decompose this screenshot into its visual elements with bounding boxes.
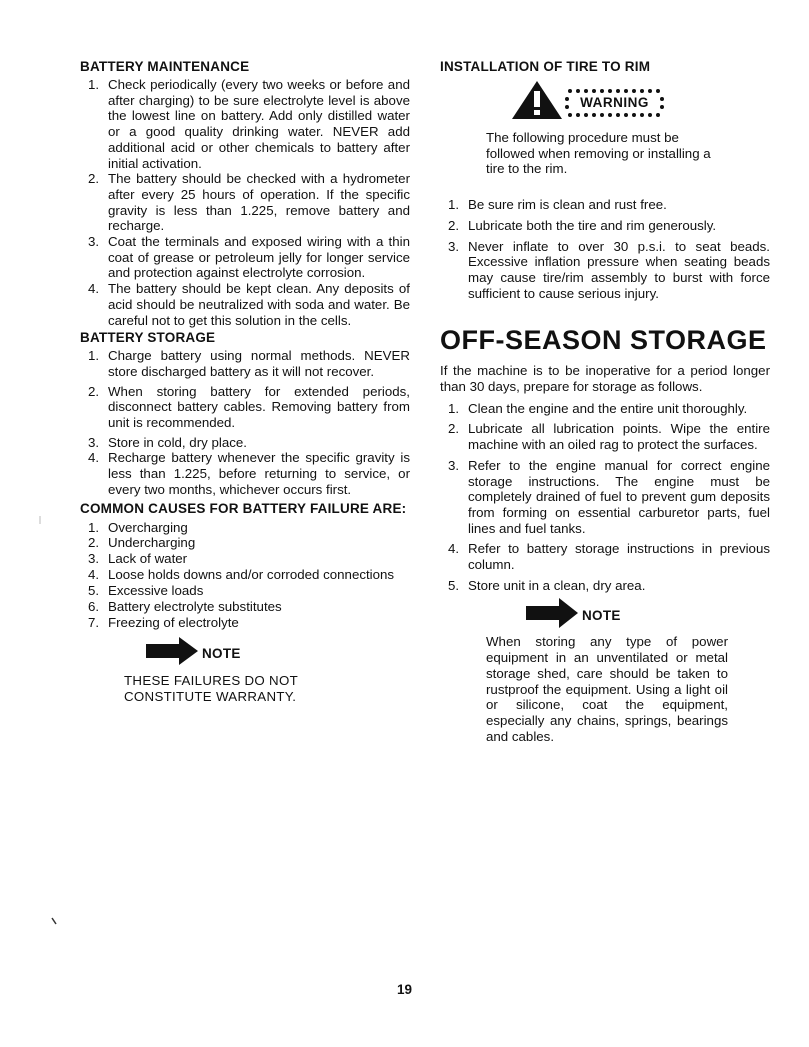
list-item-text: Recharge battery whenever the specific gravity is less than 1.225, before returning to service, or every two months, whichever occurs first. — [108, 450, 410, 497]
list-item-text: Coat the terminals and exposed wiring with a thin coat of grease or petroleum jelly for longer service and protection against electrolyte corrosion. — [108, 234, 410, 281]
list-item: 2. Lubricate all lubrication points. Wipe the entire machine with an oiled rag to protect the surfaces. — [448, 421, 770, 453]
note-text: THESE FAILURES DO NOT CONSTITUTE WARRANTY. — [124, 672, 298, 704]
list-item-text: Battery electrolyte substitutes — [108, 599, 282, 615]
list-item: 3. Store in cold, dry place. — [88, 434, 247, 450]
list-item-text: Be sure rim is clean and rust free. — [468, 197, 667, 213]
list-item: 2. Lubricate both the tire and rim generously. — [448, 217, 717, 233]
list-item: 3. Never inflate to over 30 p.s.i. to seat beads. Excessive inflation pressure when seating beads may cause tire/rim assembly to burst with force sufficient to cause serious injury. — [448, 238, 770, 301]
list-item: 1. Charge battery using normal methods. NEVER store discharged battery as it will not recover. — [88, 348, 410, 379]
list-item-text: Overcharging — [108, 519, 188, 535]
warning-text: The following procedure must be followed when removing or installing a tire to the rim. — [486, 130, 711, 177]
list-item-text: Loose holds downs and/or corroded connections — [108, 567, 395, 583]
list-item-text: The battery should be checked with a hydrometer after every 25 hours of operation. If the specific gravity is less than 1.225, remove battery and recharge. — [108, 171, 410, 234]
note-label: NOTE — [582, 608, 621, 624]
list-item: 1. Be sure rim is clean and rust free. — [448, 197, 667, 213]
list-item: 4. Recharge battery whenever the specific gravity is less than 1.225, before returning to service, or every two months, whichever occurs first. — [88, 450, 410, 497]
list-item: 6. Battery electrolyte substitutes — [88, 599, 282, 615]
battery-storage-heading: BATTERY STORAGE — [80, 330, 216, 346]
list-item: 2. Undercharging — [88, 535, 196, 551]
list-item: 5. Store unit in a clean, dry area. — [448, 577, 646, 593]
off-season-title: OFF-SEASON STORAGE — [440, 325, 767, 356]
list-item-text: Lubricate both the tire and rim generously. — [468, 217, 717, 233]
list-item-text: Refer to battery storage instructions in previous column. — [468, 541, 770, 573]
list-item: 3. Refer to the engine manual for correct engine storage instructions. The engine must be completely drained of fuel to prevent gum deposits from forming on essential carburetor parts, fuel lines and fuel tanks. — [448, 457, 770, 536]
list-item: 2. When storing battery for extended periods, disconnect battery cables. Removing battery from unit is recommended. — [88, 383, 410, 431]
list-item-text: Lubricate all lubrication points. Wipe the entire machine with an oiled rag to protect the surfaces. — [468, 421, 770, 453]
warning-label: WARNING — [580, 94, 649, 110]
list-item-text: Charge battery using normal methods. NEVER store discharged battery as it will not recover. — [108, 348, 410, 379]
list-item-text: Freezing of electrolyte — [108, 615, 239, 631]
note-text: When storing any type of power equipment in an unventilated or metal storage shed, care should be taken to rustproof the equipment. Using a light oil or silicone, coat the equipment, especially any chains, springs, bearings and cables. — [486, 634, 728, 744]
list-item: 4. Loose holds downs and/or corroded connections — [88, 567, 395, 583]
tire-install-heading: INSTALLATION OF TIRE TO RIM — [440, 59, 651, 74]
list-item: 1. Clean the engine and the entire unit thoroughly. — [448, 400, 748, 416]
list-item-text: Refer to the engine manual for correct engine storage instructions. The engine must be completely drained of fuel to prevent gum deposits from forming on essential carburetor parts, fuel lines and fuel tanks. — [468, 457, 770, 536]
list-item: 1. Check periodically (every two weeks or before and after charging) to be sure electrolyte level is above the lowest line on battery. Add only distilled water or a good quality drinking water. NEVER add additional acid or other chemicals to battery after initial activation. — [88, 77, 410, 171]
list-item-text: Clean the engine and the entire unit thoroughly. — [468, 400, 748, 416]
list-item: 5. Excessive loads — [88, 583, 204, 599]
list-item: 3. Lack of water — [88, 551, 188, 567]
list-item: 4. Refer to battery storage instructions in previous column. — [448, 541, 770, 573]
list-item-text: Never inflate to over 30 p.s.i. to seat beads. Excessive inflation pressure when seating beads may cause tire/rim assembly to burst with force sufficient to cause serious injury. — [468, 238, 770, 301]
off-season-intro: If the machine is to be inoperative for a period longer than 30 days, prepare for storage as follows. — [440, 363, 770, 395]
list-item-text: Excessive loads — [108, 583, 204, 599]
list-item: 2. The battery should be checked with a hydrometer after every 25 hours of operation. If the specific gravity is less than 1.225, remove battery and recharge. — [88, 171, 410, 234]
list-item-text: Store in cold, dry place. — [108, 434, 247, 450]
list-item: 7. Freezing of electrolyte — [88, 615, 239, 631]
page-number: 19 — [396, 982, 413, 997]
failure-causes-heading: COMMON CAUSES FOR BATTERY FAILURE ARE: — [80, 500, 407, 516]
list-item-text: Check periodically (every two weeks or before and after charging) to be sure electrolyte level is above the lowest line on battery. Add only distilled water or a good quality drinking water. NEVER add additional acid or other chemicals to battery after initial activation. — [108, 77, 410, 171]
list-item-text: The battery should be kept clean. Any deposits of acid should be neutralized with soda and water. Be careful not to get this solution in the cells. — [108, 281, 410, 328]
list-item-text: Store unit in a clean, dry area. — [468, 577, 646, 593]
list-item-text: Undercharging — [108, 535, 196, 551]
note-label: NOTE — [202, 645, 241, 661]
list-item: 4. The battery should be kept clean. Any deposits of acid should be neutralized with soda and water. Be careful not to get this solution in the cells. — [88, 281, 410, 328]
list-item: 1. Overcharging — [88, 519, 188, 535]
list-item-text: When storing battery for extended periods, disconnect battery cables. Removing battery from unit is recommended. — [108, 383, 410, 431]
list-item-text: Lack of water — [108, 551, 188, 567]
list-item: 3. Coat the terminals and exposed wiring with a thin coat of grease or petroleum jelly for longer service and protection against electrolyte corrosion. — [88, 234, 410, 281]
battery-maintenance-heading: BATTERY MAINTENANCE — [80, 59, 250, 74]
